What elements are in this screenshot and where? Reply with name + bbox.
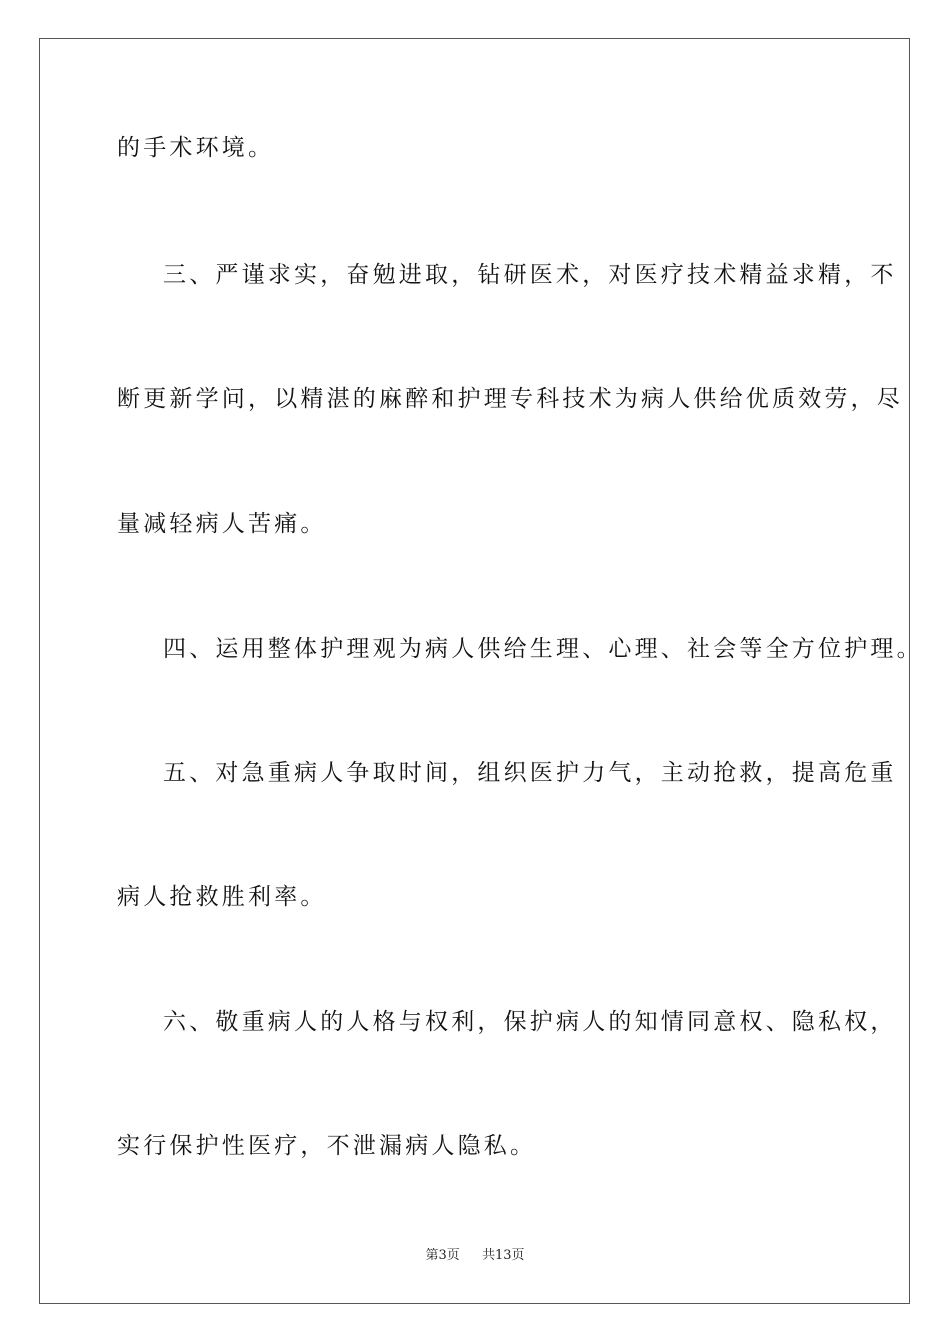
- paragraph-line: 断更新学问，以精湛的麻醉和护理专科技术为病人供给优质效劳，尽: [117, 386, 903, 412]
- paragraph-line: 量减轻病人苦痛。: [117, 511, 327, 537]
- paragraph-line: 五、对急重病人争取时间，组织医护力气，主动抢救，提高危重: [163, 760, 897, 786]
- paragraph-line: 的手术环境。: [117, 135, 275, 161]
- paragraph-line: 四、运用整体护理观为病人供给生理、心理、社会等全方位护理。: [163, 636, 923, 662]
- paragraph-line: 六、敬重病人的人格与权利，保护病人的知情同意权、隐私权，: [163, 1009, 897, 1035]
- page-number: 第3页: [425, 1248, 460, 1263]
- paragraph-line: 病人抢救胜利率。: [117, 884, 327, 910]
- page-border: [39, 38, 910, 1304]
- page-footer: [0, 1247, 950, 1265]
- paragraph-line: 实行保护性医疗，不泄漏病人隐私。: [117, 1133, 537, 1159]
- page-total: 共13页: [482, 1248, 525, 1263]
- paragraph-line: 三、严谨求实，奋勉进取，钻研医术，对医疗技术精益求精，不: [163, 262, 897, 288]
